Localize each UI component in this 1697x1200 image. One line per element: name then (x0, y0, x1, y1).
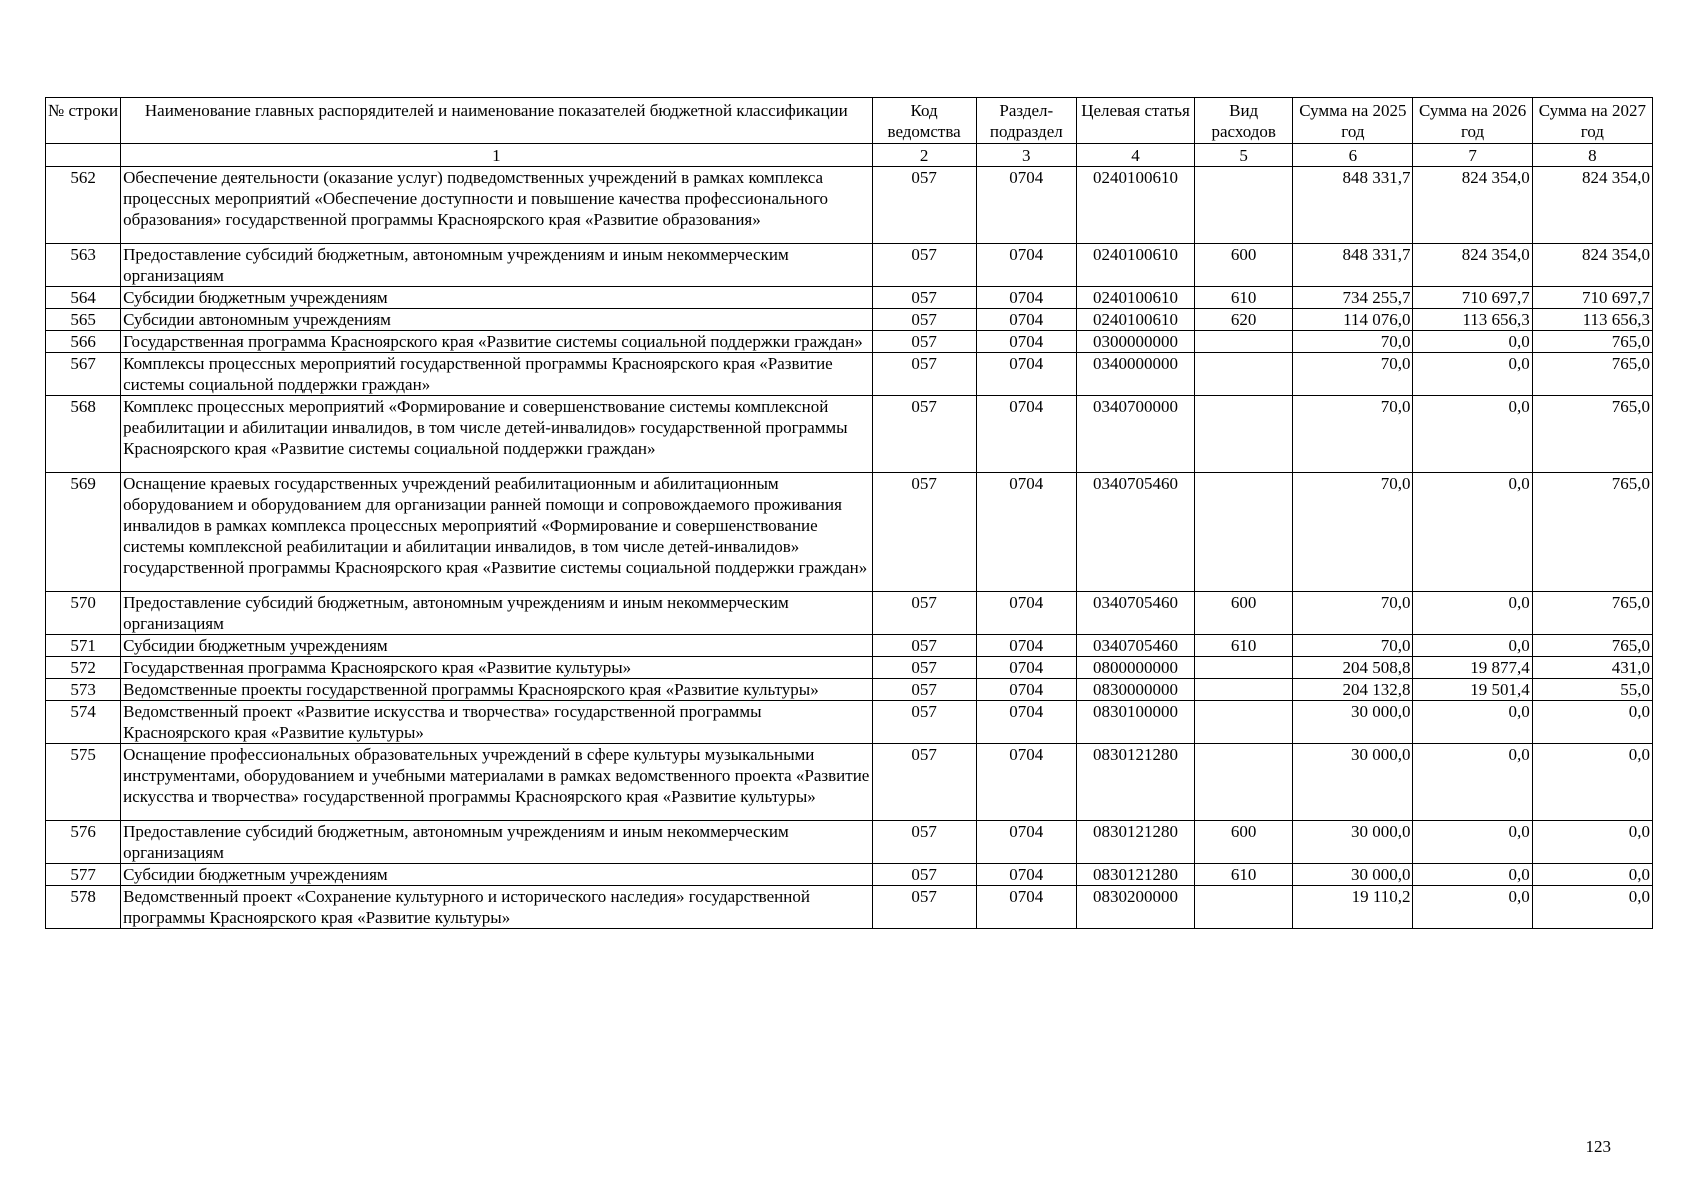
section-cell: 0704 (976, 744, 1076, 821)
sum-2026-cell: 824 354,0 (1413, 244, 1532, 287)
department-code-cell: 057 (872, 635, 976, 657)
sum-2025-cell: 70,0 (1293, 331, 1413, 353)
row-name-cell: Субсидии бюджетным учреждениям (121, 864, 872, 886)
expense-kind-cell: 620 (1195, 309, 1293, 331)
sum-2026-cell: 0,0 (1413, 864, 1532, 886)
row-name-cell: Оснащение профессиональных образовательных учреждений в сфере культуры музыкальными инструментами, оборудованием и учебными материалами в рамках ведомственного проекта «Развитие искусства и творчества» государственной программы Красноярского края «Развитие культуры» (121, 744, 872, 821)
row-number-cell: 568 (46, 396, 121, 473)
table-row (46, 701, 1653, 744)
sum-2025-cell: 70,0 (1293, 473, 1413, 592)
row-number-cell: 575 (46, 744, 121, 821)
expense-kind-cell (1195, 657, 1293, 679)
department-code-cell: 057 (872, 309, 976, 331)
sum-2026-cell: 710 697,7 (1413, 287, 1532, 309)
department-code-cell: 057 (872, 821, 976, 864)
table-row (46, 309, 1653, 331)
expense-kind-cell (1195, 167, 1293, 244)
sum-2026-cell: 0,0 (1413, 886, 1532, 929)
target-article-cell: 0340705460 (1076, 635, 1194, 657)
table-row (46, 864, 1653, 886)
row-number-cell: 564 (46, 287, 121, 309)
target-article-cell: 0300000000 (1076, 331, 1194, 353)
row-name-cell: Ведомственные проекты государственной программы Красноярского края «Развитие культуры» (121, 679, 872, 701)
sum-2027-cell: 0,0 (1532, 744, 1652, 821)
target-article-cell: 0830121280 (1076, 864, 1194, 886)
header-cell-row-no: № строки (46, 98, 121, 144)
expense-kind-cell (1195, 744, 1293, 821)
table-row (46, 886, 1653, 929)
row-name-cell: Комплекс процессных мероприятий «Формирование и совершенствование системы комплексной реабилитации и абилитации инвалидов, в том числе детей-инвалидов» государственной программы Красноярского края «Развитие системы социальной поддержки граждан» (121, 396, 872, 473)
sum-2025-cell: 30 000,0 (1293, 821, 1413, 864)
department-code-cell: 057 (872, 657, 976, 679)
sum-2025-cell: 204 132,8 (1293, 679, 1413, 701)
expense-kind-cell (1195, 701, 1293, 744)
table-row (46, 396, 1653, 473)
row-name-cell: Предоставление субсидий бюджетным, автономным учреждениям и иным некоммерческим организациям (121, 592, 872, 635)
target-article-cell: 0830200000 (1076, 886, 1194, 929)
sum-2026-cell: 0,0 (1413, 744, 1532, 821)
table-row (46, 353, 1653, 396)
document-page (45, 97, 1653, 929)
row-number-cell: 576 (46, 821, 121, 864)
sum-2026-cell: 0,0 (1413, 592, 1532, 635)
sum-2027-cell: 765,0 (1532, 473, 1652, 592)
column-number: 2 (872, 144, 976, 167)
row-name-cell: Субсидии бюджетным учреждениям (121, 287, 872, 309)
expense-kind-cell (1195, 331, 1293, 353)
target-article-cell: 0830121280 (1076, 744, 1194, 821)
expense-kind-cell: 600 (1195, 821, 1293, 864)
target-article-cell: 0240100610 (1076, 244, 1194, 287)
table-row (46, 244, 1653, 287)
sum-2026-cell: 113 656,3 (1413, 309, 1532, 331)
department-code-cell: 057 (872, 473, 976, 592)
section-cell: 0704 (976, 167, 1076, 244)
row-number-cell: 563 (46, 244, 121, 287)
department-code-cell: 057 (872, 679, 976, 701)
sum-2027-cell: 55,0 (1532, 679, 1652, 701)
expense-kind-cell: 610 (1195, 287, 1293, 309)
sum-2027-cell: 824 354,0 (1532, 167, 1652, 244)
section-cell: 0704 (976, 331, 1076, 353)
section-cell: 0704 (976, 396, 1076, 473)
row-name-cell: Оснащение краевых государственных учреждений реабилитационным и абилитационным оборудованием и оборудованием для организации ранней помощи и сопровождаемого проживания инвалидов в рамках комплекса процессных мероприятий «Формирование и совершенствование системы комплексной реабилитации и абилитации инвалидов, в том числе детей-инвалидов» государственной программы Красноярского края «Развитие системы социальной поддержки граждан» (121, 473, 872, 592)
sum-2026-cell: 0,0 (1413, 821, 1532, 864)
target-article-cell: 0830000000 (1076, 679, 1194, 701)
section-cell: 0704 (976, 592, 1076, 635)
target-article-cell: 0800000000 (1076, 657, 1194, 679)
sum-2025-cell: 30 000,0 (1293, 701, 1413, 744)
sum-2025-cell: 204 508,8 (1293, 657, 1413, 679)
section-cell: 0704 (976, 701, 1076, 744)
table-row (46, 287, 1653, 309)
sum-2026-cell: 0,0 (1413, 353, 1532, 396)
sum-2027-cell: 765,0 (1532, 592, 1652, 635)
row-name-cell: Обеспечение деятельности (оказание услуг) подведомственных учреждений в рамках комплекса процессных мероприятий «Обеспечение доступности и повышение качества профессионального образования» государственной программы Красноярского края «Развитие образования» (121, 167, 872, 244)
sum-2026-cell: 0,0 (1413, 635, 1532, 657)
sum-2027-cell: 0,0 (1532, 701, 1652, 744)
row-number-cell: 569 (46, 473, 121, 592)
section-cell: 0704 (976, 244, 1076, 287)
row-name-cell: Субсидии бюджетным учреждениям (121, 635, 872, 657)
section-cell: 0704 (976, 473, 1076, 592)
row-number-cell: 566 (46, 331, 121, 353)
table-row (46, 592, 1653, 635)
row-number-cell: 570 (46, 592, 121, 635)
header-cell-sum-2026: Сумма на 2026 год (1413, 98, 1532, 144)
sum-2025-cell: 70,0 (1293, 353, 1413, 396)
sum-2025-cell: 848 331,7 (1293, 167, 1413, 244)
header-cell-name: Наименование главных распорядителей и наименование показателей бюджетной классификации (121, 98, 872, 144)
header-cell-code: Код ведомства (872, 98, 976, 144)
column-number-row (46, 144, 1653, 167)
expense-kind-cell (1195, 679, 1293, 701)
sum-2026-cell: 0,0 (1413, 396, 1532, 473)
row-number-cell: 562 (46, 167, 121, 244)
target-article-cell: 0340000000 (1076, 353, 1194, 396)
sum-2025-cell: 70,0 (1293, 635, 1413, 657)
section-cell: 0704 (976, 679, 1076, 701)
column-number: 8 (1532, 144, 1652, 167)
column-number: 3 (976, 144, 1076, 167)
row-name-cell: Ведомственный проект «Развитие искусства и творчества» государственной программы Красноярского края «Развитие культуры» (121, 701, 872, 744)
section-cell: 0704 (976, 353, 1076, 396)
section-cell: 0704 (976, 886, 1076, 929)
target-article-cell: 0240100610 (1076, 167, 1194, 244)
sum-2027-cell: 765,0 (1532, 353, 1652, 396)
row-number-cell: 571 (46, 635, 121, 657)
department-code-cell: 057 (872, 592, 976, 635)
section-cell: 0704 (976, 864, 1076, 886)
row-number-cell: 574 (46, 701, 121, 744)
row-name-cell: Государственная программа Красноярского края «Развитие культуры» (121, 657, 872, 679)
row-number-cell: 578 (46, 886, 121, 929)
column-number: 7 (1413, 144, 1532, 167)
budget-table (45, 97, 1653, 929)
expense-kind-cell (1195, 473, 1293, 592)
target-article-cell: 0240100610 (1076, 287, 1194, 309)
sum-2025-cell: 30 000,0 (1293, 744, 1413, 821)
sum-2026-cell: 0,0 (1413, 331, 1532, 353)
header-cell-sum-2027: Сумма на 2027 год (1532, 98, 1652, 144)
section-cell: 0704 (976, 309, 1076, 331)
expense-kind-cell: 600 (1195, 592, 1293, 635)
sum-2025-cell: 19 110,2 (1293, 886, 1413, 929)
target-article-cell: 0240100610 (1076, 309, 1194, 331)
target-article-cell: 0830121280 (1076, 821, 1194, 864)
row-name-cell: Комплексы процессных мероприятий государственной программы Красноярского края «Развитие системы социальной поддержки граждан» (121, 353, 872, 396)
table-row (46, 657, 1653, 679)
expense-kind-cell: 610 (1195, 864, 1293, 886)
column-number: 1 (121, 144, 872, 167)
target-article-cell: 0830100000 (1076, 701, 1194, 744)
header-cell-article: Целевая статья (1076, 98, 1194, 144)
row-number-cell: 567 (46, 353, 121, 396)
section-cell: 0704 (976, 635, 1076, 657)
sum-2027-cell: 113 656,3 (1532, 309, 1652, 331)
row-name-cell: Предоставление субсидий бюджетным, автономным учреждениям и иным некоммерческим организациям (121, 821, 872, 864)
expense-kind-cell: 600 (1195, 244, 1293, 287)
sum-2027-cell: 710 697,7 (1532, 287, 1652, 309)
table-row (46, 744, 1653, 821)
row-name-cell: Государственная программа Красноярского края «Развитие системы социальной поддержки граждан» (121, 331, 872, 353)
department-code-cell: 057 (872, 287, 976, 309)
sum-2025-cell: 70,0 (1293, 396, 1413, 473)
sum-2026-cell: 824 354,0 (1413, 167, 1532, 244)
department-code-cell: 057 (872, 244, 976, 287)
sum-2026-cell: 19 877,4 (1413, 657, 1532, 679)
target-article-cell: 0340705460 (1076, 473, 1194, 592)
row-name-cell: Субсидии автономным учреждениям (121, 309, 872, 331)
row-number-cell: 565 (46, 309, 121, 331)
column-number (46, 144, 121, 167)
table-row (46, 679, 1653, 701)
sum-2027-cell: 0,0 (1532, 886, 1652, 929)
header-cell-kind: Вид расходов (1195, 98, 1293, 144)
department-code-cell: 057 (872, 353, 976, 396)
sum-2026-cell: 0,0 (1413, 701, 1532, 744)
row-number-cell: 573 (46, 679, 121, 701)
section-cell: 0704 (976, 657, 1076, 679)
sum-2027-cell: 824 354,0 (1532, 244, 1652, 287)
row-number-cell: 572 (46, 657, 121, 679)
column-number: 6 (1293, 144, 1413, 167)
column-number: 5 (1195, 144, 1293, 167)
table-row (46, 167, 1653, 244)
expense-kind-cell (1195, 353, 1293, 396)
department-code-cell: 057 (872, 744, 976, 821)
target-article-cell: 0340705460 (1076, 592, 1194, 635)
header-cell-section: Раздел-подраздел (976, 98, 1076, 144)
sum-2027-cell: 765,0 (1532, 331, 1652, 353)
sum-2025-cell: 114 076,0 (1293, 309, 1413, 331)
target-article-cell: 0340700000 (1076, 396, 1194, 473)
table-row (46, 635, 1653, 657)
sum-2025-cell: 848 331,7 (1293, 244, 1413, 287)
department-code-cell: 057 (872, 331, 976, 353)
sum-2027-cell: 765,0 (1532, 396, 1652, 473)
sum-2025-cell: 30 000,0 (1293, 864, 1413, 886)
column-number: 4 (1076, 144, 1194, 167)
expense-kind-cell (1195, 396, 1293, 473)
department-code-cell: 057 (872, 167, 976, 244)
sum-2025-cell: 734 255,7 (1293, 287, 1413, 309)
department-code-cell: 057 (872, 701, 976, 744)
row-name-cell: Ведомственный проект «Сохранение культурного и исторического наследия» государственной программы Красноярского края «Развитие культуры» (121, 886, 872, 929)
department-code-cell: 057 (872, 864, 976, 886)
row-number-cell: 577 (46, 864, 121, 886)
sum-2027-cell: 765,0 (1532, 635, 1652, 657)
expense-kind-cell (1195, 886, 1293, 929)
department-code-cell: 057 (872, 886, 976, 929)
section-cell: 0704 (976, 821, 1076, 864)
table-row (46, 473, 1653, 592)
department-code-cell: 057 (872, 396, 976, 473)
page-number: 123 (1585, 1137, 1611, 1156)
table-row (46, 331, 1653, 353)
header-row (46, 98, 1653, 144)
row-name-cell: Предоставление субсидий бюджетным, автономным учреждениям и иным некоммерческим организациям (121, 244, 872, 287)
expense-kind-cell: 610 (1195, 635, 1293, 657)
table-row (46, 821, 1653, 864)
sum-2026-cell: 19 501,4 (1413, 679, 1532, 701)
sum-2027-cell: 0,0 (1532, 821, 1652, 864)
sum-2027-cell: 0,0 (1532, 864, 1652, 886)
sum-2025-cell: 70,0 (1293, 592, 1413, 635)
sum-2026-cell: 0,0 (1413, 473, 1532, 592)
section-cell: 0704 (976, 287, 1076, 309)
sum-2027-cell: 431,0 (1532, 657, 1652, 679)
header-cell-sum-2025: Сумма на 2025 год (1293, 98, 1413, 144)
